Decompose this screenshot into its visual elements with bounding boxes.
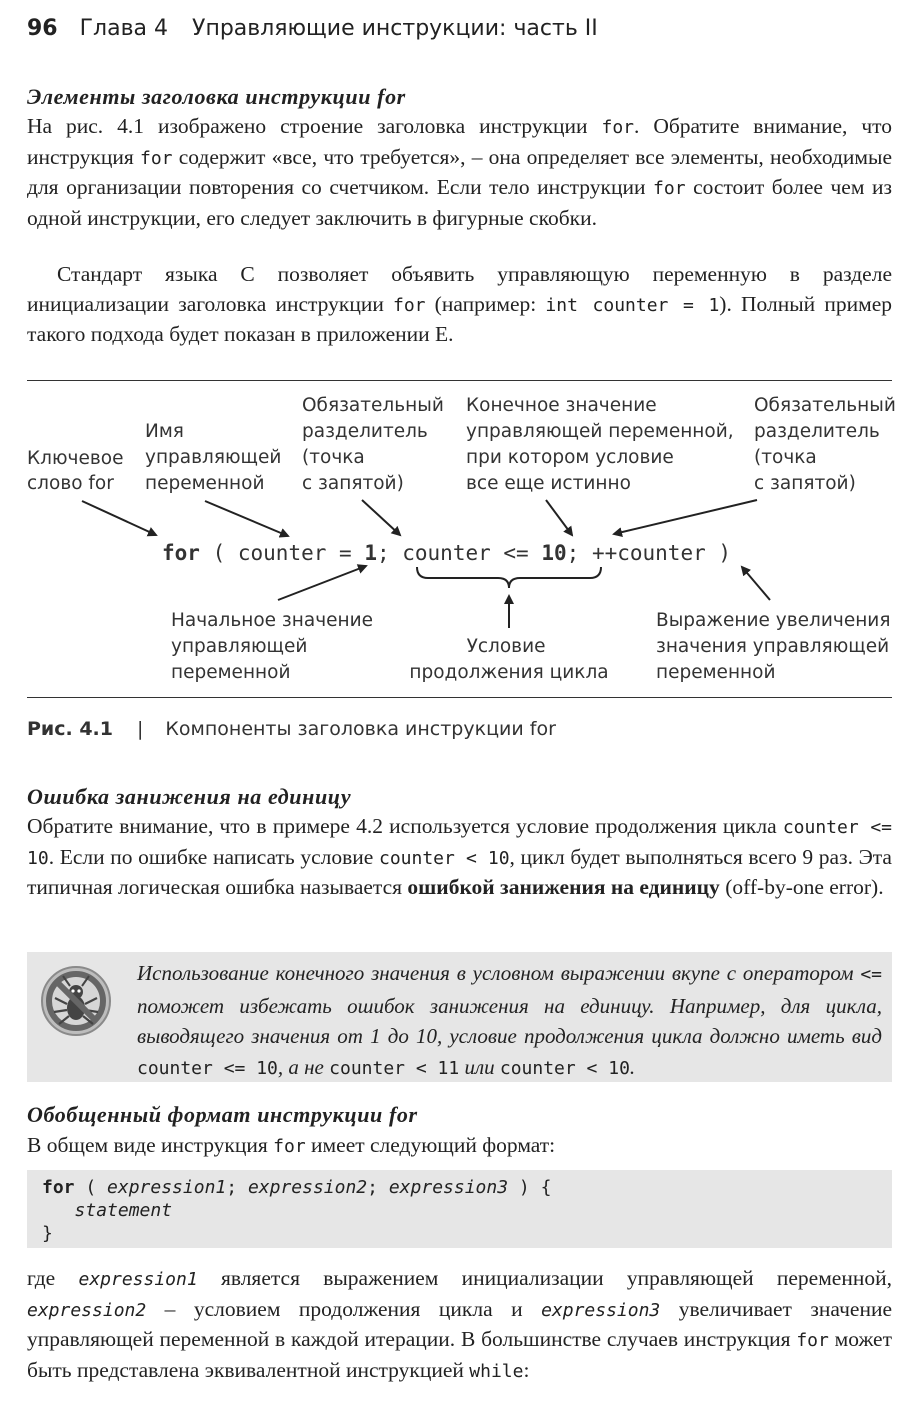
text-run: Использование конечного значения в условном выражении вкупе с оператором	[137, 961, 861, 985]
arrow-separator-1	[362, 500, 400, 535]
for-header-diagram	[0, 380, 912, 698]
arrow-final-value	[546, 500, 572, 535]
inline-code: for	[796, 1330, 829, 1351]
label-condition: Условие продолжения цикла	[409, 636, 609, 683]
text-run: имеет следующий формат:	[305, 1133, 556, 1157]
inline-code: while	[469, 1360, 524, 1382]
section-title: Элементы заголовка инструкции for	[27, 84, 406, 109]
bug-prevention-icon	[39, 964, 113, 1038]
inline-code: int counter = 1	[545, 294, 720, 316]
for-header-code: for ( counter = 1; counter <= 10; ++counter )	[162, 541, 732, 565]
paragraph	[27, 1131, 892, 1162]
chapter-title: Управляющие инструкции: часть II	[192, 16, 598, 41]
text-run: Обратите внимание, что в примере 4.2 используется условие продолжения цикла	[27, 814, 783, 838]
text-run: . Обратите внимание, что инструкция	[27, 114, 893, 169]
text-run: , а не	[277, 1054, 330, 1079]
text-run: поможет избежать ошибок занижения на единицу. Например, для цикла, выводящего значения от 1 до 10, условие продолжения цикла должно иметь вид	[137, 993, 882, 1048]
arrow-increment	[742, 567, 770, 600]
inline-code: for	[393, 294, 426, 316]
figure-bottom-rule	[27, 697, 892, 698]
chapter-label: Глава 4	[79, 16, 169, 41]
text-run: состоит более чем из одной инструкции, его следует заключить в фигурные скобки.	[27, 175, 892, 230]
text-run: содержит «все, что требуется», – она определяет все элементы, необходимые для организации повторения со счетчиком. Если тело инструкции	[27, 144, 893, 199]
inline-code: counter <= 10	[27, 817, 892, 869]
arrow-separator-2	[614, 500, 757, 534]
text-run: (off-by-one error).	[719, 875, 884, 899]
paragraph	[27, 112, 892, 233]
tip-text	[137, 958, 882, 1084]
text-run: является выражением инициализации управляющей переменной,	[197, 1266, 892, 1290]
text-run: На рис. 4.1 изображено строение заголовка инструкции	[27, 114, 602, 138]
paragraph	[27, 1264, 892, 1386]
bold-term: ошибкой занижения на единицу	[407, 875, 720, 899]
text-run: ). Полный пример такого подхода будет показан в приложении E.	[27, 291, 892, 346]
page-number: 96	[27, 16, 58, 41]
inline-code: counter <= 10	[137, 1057, 278, 1079]
inline-code: for	[273, 1136, 306, 1157]
text-run: В общем виде инструкция	[27, 1133, 274, 1157]
text-run: .	[629, 1054, 636, 1079]
inline-code: expression1	[78, 1269, 198, 1290]
code-listing: for ( expression1; expression2; expression3 ) { statement }	[42, 1177, 552, 1244]
inline-code: for	[601, 117, 634, 138]
error-prevention-tip	[27, 952, 892, 1082]
inline-code: counter < 10	[378, 847, 510, 869]
text-run: , цикл будет выполняться всего 9 раз. Эта типичная логическая ошибка называется	[27, 844, 892, 899]
text-run: . Если по ошибке написать условие	[48, 844, 379, 869]
inline-code: <=	[860, 964, 882, 985]
text-run: :	[523, 1357, 530, 1382]
text-run: увеличивает значение управляющей переменной в каждой итерации. В большинстве случаев инструкция	[27, 1296, 893, 1351]
section-title: Ошибка занижения на единицу	[27, 784, 352, 809]
text-run: Стандарт языка C позволяет объявить управляющую переменную в разделе инициализации заголовка инструкции	[27, 262, 892, 316]
inline-code: counter < 10	[499, 1057, 630, 1079]
figure-caption	[27, 718, 556, 740]
caption-separator: |	[137, 718, 144, 740]
arrow-keyword	[82, 501, 156, 535]
text-run: где	[27, 1266, 79, 1290]
label-initial-value: Начальное значение управляющей переменной	[171, 610, 374, 683]
paragraph	[27, 812, 892, 903]
inline-code: for	[140, 147, 173, 169]
label-separator-1: Обязательный разделитель (точка с запятой)	[302, 395, 444, 494]
condition-brace	[417, 567, 601, 588]
caption-text: Компоненты заголовка инструкции for	[165, 718, 556, 740]
code-block	[27, 1170, 892, 1248]
label-increment: Выражение увеличения значения управляющей переменной	[656, 610, 891, 683]
inline-code: expression2	[27, 1299, 147, 1321]
text-run: или	[459, 1054, 500, 1079]
caption-number: Рис. 4.1	[27, 718, 113, 740]
label-final-value: Конечное значение управляющей переменной, при котором условие все еще истинно	[466, 395, 734, 494]
running-header	[27, 16, 598, 41]
inline-code: counter < 11	[329, 1057, 460, 1079]
inline-code: for	[653, 178, 686, 199]
arrow-var-name	[205, 501, 288, 536]
label-separator-2: Обязательный разделитель (точка с запятой)	[754, 395, 896, 494]
arrow-initial-value	[278, 566, 366, 600]
text-run: может быть представлена эквивалентной инструкцией	[27, 1327, 892, 1382]
text-run: – условием продолжения цикла и	[146, 1296, 542, 1321]
text-run: (например:	[425, 291, 546, 316]
paragraph	[27, 260, 892, 350]
section-title: Обобщенный формат инструкции for	[27, 1102, 418, 1127]
label-keyword: Ключевое слово for	[27, 448, 124, 494]
label-var-name: Имя управляющей переменной	[145, 421, 282, 494]
inline-code: expression3	[541, 1299, 661, 1321]
